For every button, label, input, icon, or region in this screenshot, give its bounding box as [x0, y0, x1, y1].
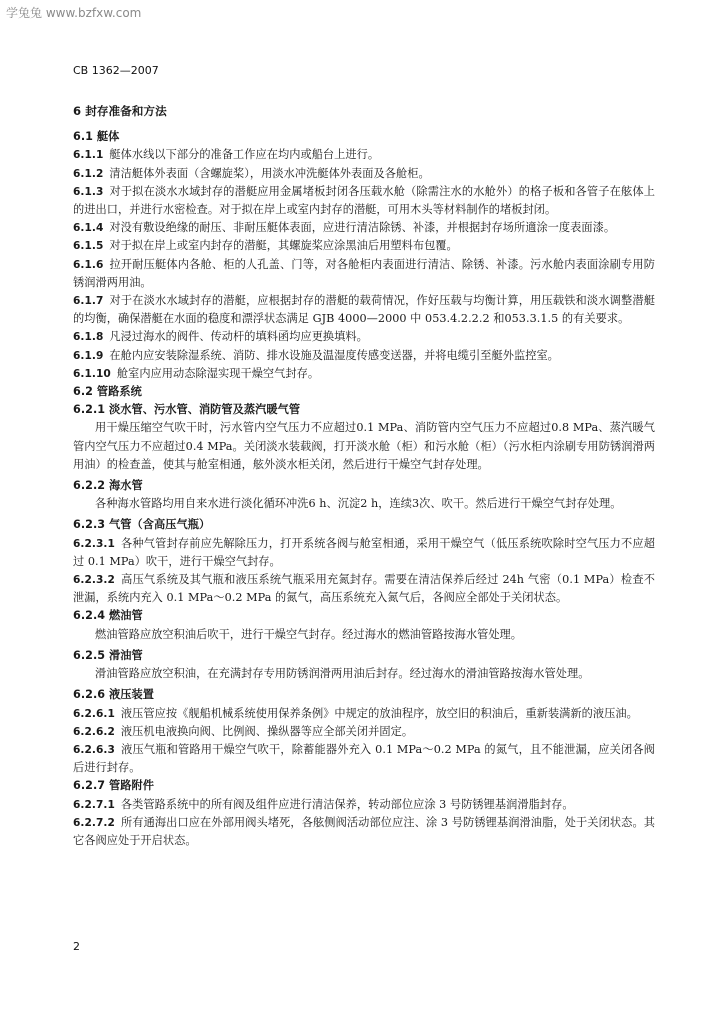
- clause-text: 各类管路系统中的所有阀及组件应进行清洁保养，转动部位应涂 3 号防锈锂基润滑脂封存。: [120, 797, 574, 811]
- clause: [73, 535, 655, 571]
- clause-number: 6.1.3: [73, 185, 104, 198]
- clause-text: 拉开耐压艇体内各舱、柜的人孔盖、门等，对各舱柜内表面进行清洁、除锈、补漆。污水舱内表面涂刷专用防锈润滑两用油。: [73, 257, 655, 289]
- clause-number: 6.1.10: [73, 367, 111, 380]
- clause-text-6-2-2: 各种海水管路均用自来水进行淡化循环冲洗6 h、沉淀2 h，连续3次、吹干。然后进行干燥空气封存处理。: [95, 497, 622, 511]
- watermark: 学兔兔 www.bzfxw.com: [6, 6, 142, 20]
- clause: [73, 146, 655, 164]
- clause-heading-6-2-6: 6.2.6 液压装置: [73, 688, 154, 702]
- clause-number: 6.1.7: [73, 295, 104, 308]
- clause: [73, 256, 655, 292]
- clause-number: 6.1.1: [73, 149, 104, 162]
- clause-text: 对于在淡水水域封存的潜艇，应根据封存的潜艇的载荷情况，作好压载与均衡计算，用压载铁和淡水调整潜艇的均衡，确保潜艇在水面的稳度和漂浮状态满足 GJB 4000—2000 中 053.4.2.2.2 和053.3.1.5 的有关要求。: [73, 294, 655, 326]
- clause-text: 所有通海出口应在外部用阀头堵死，各舷侧阀活动部位应注、涂 3 号防锈锂基润滑油脂，处于关闭状态。其它各阀应处于开启状态。: [73, 815, 655, 847]
- clause-text-6-2-4: 燃油管路应放空积油后吹干，进行干燥空气封存。经过海水的燃油管路按海水管处理。: [95, 627, 523, 641]
- clause: [73, 165, 655, 183]
- clause-number: 6.2.6.3: [73, 743, 115, 756]
- clause-text-6-2-5: 滑油管路应放空积油，在充满封存专用防锈润滑两用油后封存。经过海水的滑油管路按海水管处理。: [95, 667, 590, 681]
- clause: [73, 571, 655, 607]
- clause-heading-6-2-2: 6.2.2 海水管: [73, 479, 143, 493]
- clause: [73, 741, 655, 777]
- section-title: 6 封存准备和方法: [73, 104, 167, 118]
- clause-heading-6-2-1: 6.2.1 淡水管、污水管、消防管及蒸汽暖气管: [73, 403, 301, 417]
- clause-text: 对没有敷设绝缘的耐压、非耐压艇体表面，应进行清洁除锈、补漆，并根据封存场所適涂一度表面漆。: [109, 221, 616, 235]
- clause-heading-6-2-3: 6.2.3 气管（含高压气瓶）: [73, 518, 211, 532]
- clause-text: 舱室内应用动态除湿实现干燥空气封存。: [116, 366, 320, 380]
- clause: [73, 347, 655, 365]
- subsection-heading-6-1: 6.1 艇体: [73, 130, 120, 144]
- clause-number: 6.2.3.1: [73, 537, 115, 550]
- clause-heading-6-2-4: 6.2.4 燃油管: [73, 609, 143, 623]
- clause: [73, 723, 655, 741]
- clause: [73, 237, 655, 255]
- clause-text: 对于拟在淡水水域封存的潜艇应用金属堵板封闭各压载水舱（除需注水的水舱外）的格子板和各管子在舷体上的进出口，并进行水密检查。对于拟在岸上或室内封存的潜艇，可用木头等材料制作的堵板封闭。: [73, 184, 655, 217]
- clause-heading-6-2-5: 6.2.5 滑油管: [73, 648, 143, 662]
- clause-text: 各种气管封存前应先解除压力，打开系统各阀与舱室相通，采用干燥空气（低压系统吹除时空气压力不应超过 0.1 MPa）吹干，进行干燥空气封存。: [73, 536, 655, 568]
- clause-text: 清洁艇体外表面（含螺旋桨），用淡水冲洗艇体外表面及各舱柜。: [109, 166, 430, 180]
- clause-text: 对于拟在岸上或室内封存的潜艇，其螺旋桨应涂黑油后用塑料布包覆。: [109, 239, 458, 253]
- clause-text-6-2-1: 用干燥压缩空气吹干时，污水管内空气压力不应超过0.1 MPa、消防管内空气压力不应超过0.8 MPa、蒸汽暖气管内空气压力不应超过0.4 MPa。关闭淡水装载阀，打开淡水舱（柜）和污水舱（柜）（污水柜内涂刷专用防锈润滑两用油）的检查盖，使其与舱室相通，舷外淡水柜关闭，然后进行干燥空气封存处理。: [73, 421, 655, 471]
- clause-text: 艇体水线以下部分的准备工作应在均内或船台上进行。: [109, 148, 380, 162]
- clause: [73, 705, 655, 723]
- page-number: 2: [73, 940, 80, 953]
- clause: [73, 183, 655, 219]
- subsection-heading-6-2: 6.2 管路系统: [73, 385, 142, 399]
- clause-number: 6.2.7.2: [73, 816, 115, 829]
- clause-number: 6.1.5: [73, 240, 104, 253]
- clause-text: 液压机电液换向阀、比例阀、操纵器等应全部关闭并固定。: [120, 724, 414, 738]
- clause-heading-6-2-7: 6.2.7 管路附件: [73, 779, 154, 793]
- clause-number: 6.1.9: [73, 349, 104, 362]
- clause: [73, 292, 655, 328]
- clause-text: 液压管应按《舰船机械系统使用保养条例》中规定的放油程序，放空旧的积油后，重新装满新的液压油。: [120, 706, 638, 720]
- clause-number: 6.1.8: [73, 331, 104, 344]
- clause-text: 在舱内应安装除湿系统、消防、排水设施及温湿度传感变送器，并将电缆引至艇外监控室。: [109, 348, 559, 362]
- clause-number: 6.1.2: [73, 167, 104, 180]
- clause-text: 液压气瓶和管路用干燥空气吹干，除蓄能器外充入 0.1 MPa～0.2 MPa 的氮气，且不能泄漏，应关闭各阀后进行封存。: [73, 742, 655, 775]
- clause: [73, 796, 655, 814]
- clause-number: 6.2.3.2: [73, 574, 115, 587]
- clause: [73, 814, 655, 850]
- clause: [73, 219, 655, 237]
- clause-list-6-1: [73, 146, 655, 383]
- document-body: [73, 102, 655, 850]
- clause: [73, 328, 655, 346]
- clause-number: 6.2.7.1: [73, 798, 115, 811]
- clause-text: 凡浸过海水的阀件、传动杆的填料函均应更换填料。: [109, 330, 368, 344]
- clause: [73, 365, 655, 383]
- document-number: CB 1362—2007: [73, 64, 159, 77]
- clause-number: 6.1.6: [73, 258, 104, 271]
- clause-text: 高压气系统及其气瓶和液压系统气瓶采用充氮封存。需要在清洁保养后经过 24h 气密（0.1 MPa）检查不泄漏，系统内充入 0.1 MPa～0.2 MPa 的氮气，高压系统充入氮气后，各阀应全部处于关闭状态。: [73, 573, 655, 605]
- clause-number: 6.1.4: [73, 222, 104, 235]
- clause-number: 6.2.6.2: [73, 725, 115, 738]
- clause-number: 6.2.6.1: [73, 707, 115, 720]
